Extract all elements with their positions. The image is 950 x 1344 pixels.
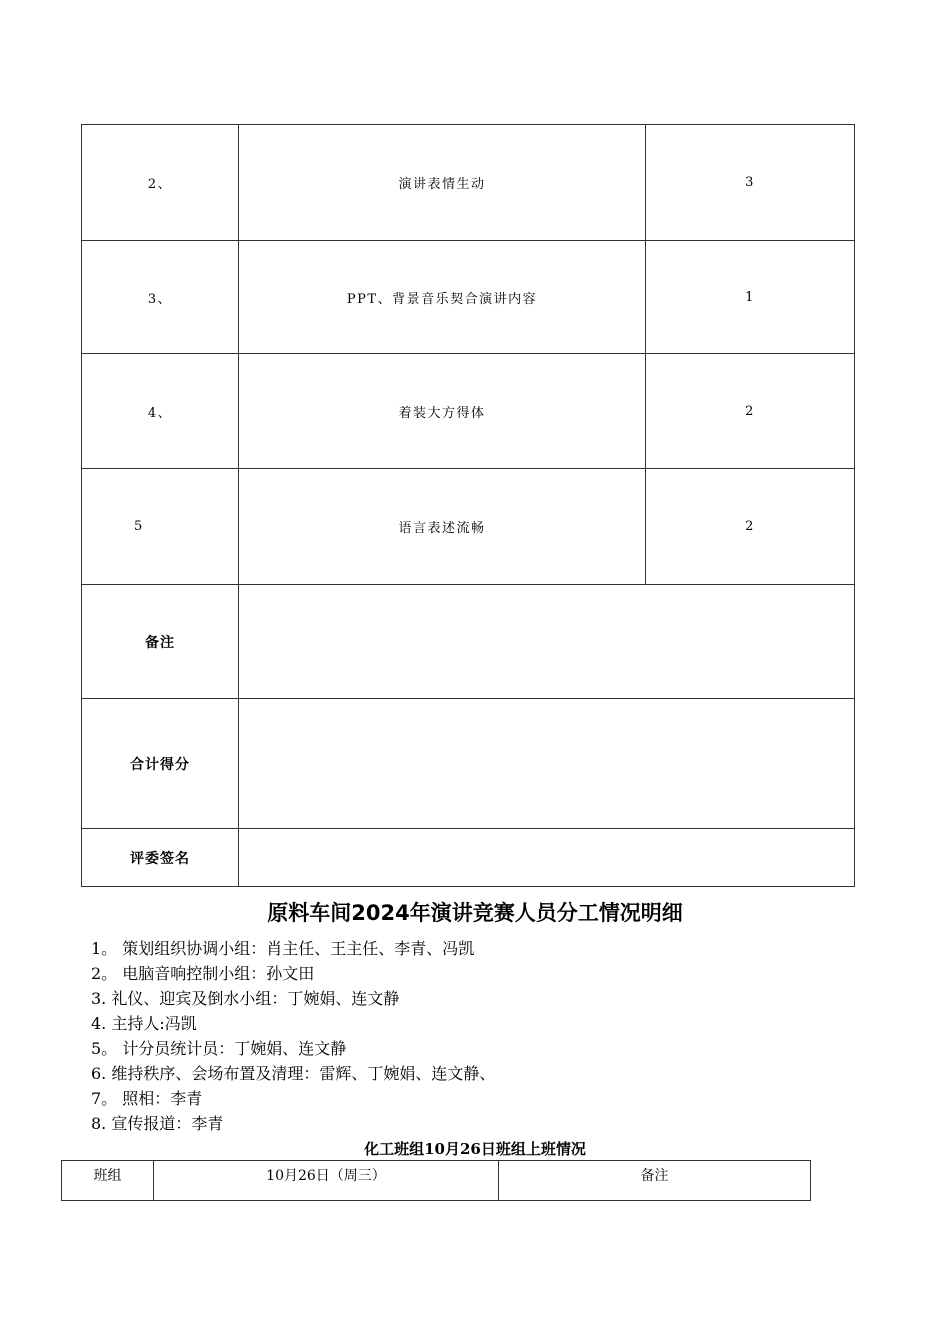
list-item: 6. 维持秩序、会场布置及清理：雷辉、丁婉娟、连文静、: [91, 1064, 496, 1083]
table-row: [82, 354, 855, 469]
list-item: 2。 电脑音响控制小组：孙文田: [91, 964, 315, 983]
judge-label: 评委签名: [82, 829, 239, 887]
division-list: [91, 936, 495, 1136]
list-item: 3. 礼仪、迎宾及倒水小组：丁婉娟、连文静: [91, 989, 400, 1008]
row-item: 语言表述流畅: [239, 469, 646, 585]
row-item: PPT、背景音乐契合演讲内容: [239, 241, 646, 354]
row-score: 2: [646, 469, 855, 585]
row-score: 1: [646, 241, 855, 354]
shift-title: 化工班组10月26日班组上班情况: [364, 1140, 586, 1158]
remarks-label: 备注: [82, 585, 239, 699]
division-title: 原料车间2024年演讲竞赛人员分工情况明细: [267, 901, 683, 925]
judge-cell: [239, 829, 855, 887]
header-team: 班组: [62, 1161, 154, 1201]
table-row: [62, 1161, 811, 1201]
remarks-cell: [239, 585, 855, 699]
total-row: [82, 699, 855, 829]
row-index: 5: [82, 469, 239, 585]
row-index: 2、: [82, 125, 239, 241]
table-row: [82, 125, 855, 241]
list-item: 7。 照相：李青: [91, 1089, 203, 1108]
row-index: 3、: [82, 241, 239, 354]
total-label: 合计得分: [82, 699, 239, 829]
row-score: 2: [646, 354, 855, 469]
row-score: 3: [646, 125, 855, 241]
shift-table: [61, 1160, 811, 1201]
list-item: 5。 计分员统计员：丁婉娟、连文静: [91, 1039, 347, 1058]
score-table: [81, 124, 855, 887]
table-row: [82, 469, 855, 585]
list-item: 8. 宣传报道：李青: [91, 1114, 224, 1133]
table-row: [82, 241, 855, 354]
remarks-row: [82, 585, 855, 699]
list-item: 1。 策划组织协调小组：肖主任、王主任、李青、冯凯: [91, 939, 475, 958]
judge-row: [82, 829, 855, 887]
row-index: 4、: [82, 354, 239, 469]
header-remarks: 备注: [499, 1161, 811, 1201]
total-cell: [239, 699, 855, 829]
row-item: 演讲表情生动: [239, 125, 646, 241]
list-item: 4. 主持人:冯凯: [91, 1014, 197, 1033]
header-date: 10月26日（周三）: [154, 1161, 499, 1201]
row-item: 着装大方得体: [239, 354, 646, 469]
